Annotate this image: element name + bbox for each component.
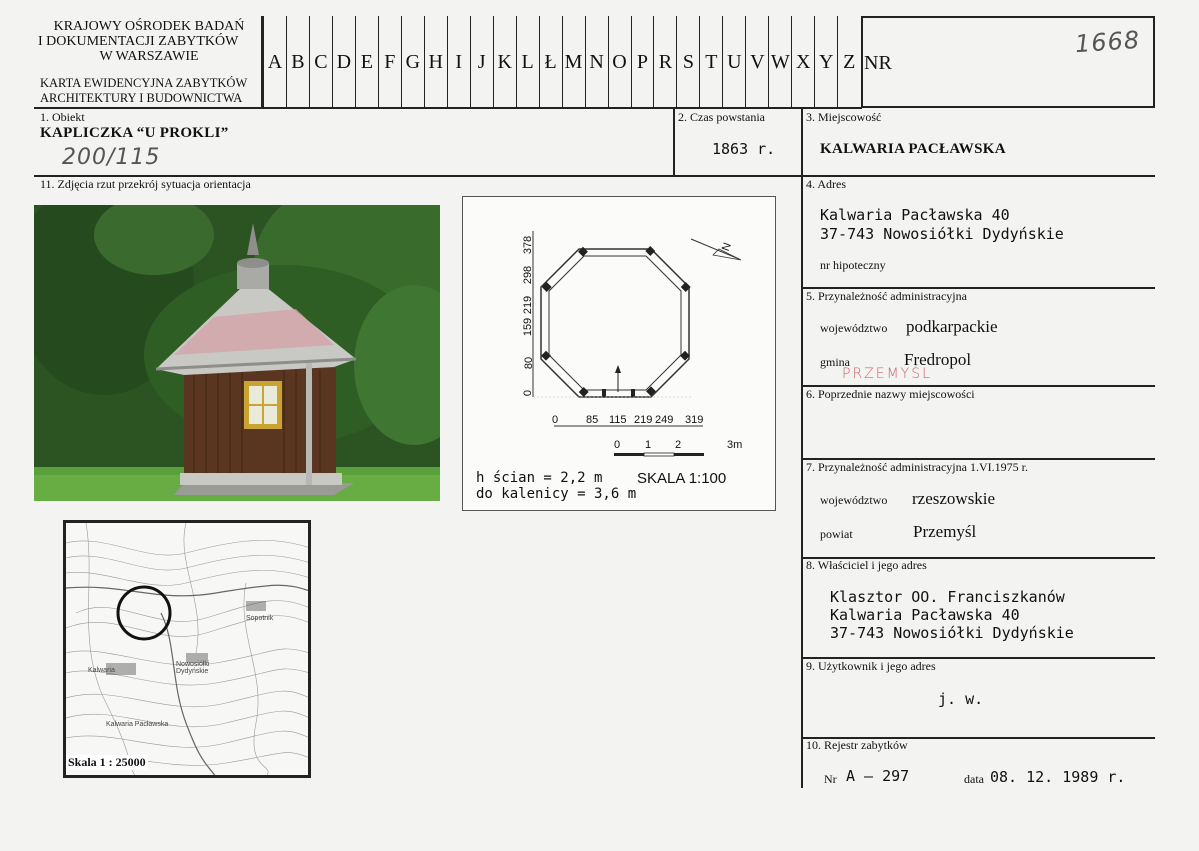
przynaleznosc-handwritten: PRZEMYŚL bbox=[842, 366, 932, 382]
plan-y-tick: 298 bbox=[522, 265, 535, 285]
plan-scale-tick: 1 bbox=[645, 439, 652, 451]
ridge-height: do kalenicy = 3,6 m bbox=[476, 486, 637, 502]
adres-line-1: Kalwaria Pacławska 40 bbox=[820, 206, 1010, 224]
alphabet-letter: Z bbox=[837, 16, 860, 108]
map-place: Nowosiółki Dydyńskie bbox=[176, 661, 210, 675]
nr-handwritten: 1668 bbox=[1074, 25, 1141, 59]
chapel-photo bbox=[34, 205, 440, 501]
card-type bbox=[40, 76, 247, 106]
rejestr-nr-label: Nr bbox=[824, 772, 837, 786]
alphabet-letter: B bbox=[286, 16, 309, 108]
map-place: Kalwaria bbox=[88, 667, 115, 674]
alphabet-letter: Ł bbox=[539, 16, 562, 108]
plan-x-tick: 249 bbox=[655, 414, 674, 426]
alphabet-letter: H bbox=[424, 16, 447, 108]
plan-y-tick: 0 bbox=[522, 389, 535, 397]
rejestr-nr-value: A – 297 bbox=[846, 767, 910, 785]
wlasciciel-label: 8. Właściciel i jego adres bbox=[806, 558, 927, 572]
obiekt-value: KAPLICZKA “U PROKLI” bbox=[40, 125, 229, 141]
alphabet-letter: N bbox=[585, 16, 608, 108]
plan-y-tick: 80 bbox=[523, 356, 536, 370]
wlasciciel-line-1: Klasztor OO. Franciszkanów bbox=[830, 588, 1065, 606]
nr-label: NR bbox=[864, 52, 892, 74]
location-map bbox=[63, 520, 311, 778]
plan-scale-label: SKALA 1:100 bbox=[637, 470, 727, 487]
alphabet-letter: R bbox=[653, 16, 676, 108]
alphabet-letter: A bbox=[263, 16, 286, 108]
alphabet-letter: T bbox=[699, 16, 722, 108]
location-map-svg bbox=[66, 523, 310, 777]
rejestr-label: 10. Rejestr zabytków bbox=[806, 738, 908, 752]
alphabet-letter: D bbox=[332, 16, 355, 108]
plan-y-tick: 378 bbox=[522, 235, 535, 255]
wlasciciel-line-2: Kalwaria Pacławska 40 bbox=[830, 606, 1020, 624]
plan-x-tick: 115 bbox=[609, 414, 627, 426]
plan-x-tick: 0 bbox=[552, 414, 559, 426]
plan-scale-tick: 0 bbox=[614, 439, 621, 451]
przynaleznosc-woj-value: podkarpackie bbox=[906, 317, 998, 336]
floor-plan bbox=[462, 196, 776, 511]
przynaleznosc-1975-label: 7. Przynależność administracyjna 1.VI.1975 r. bbox=[806, 460, 1028, 474]
czas-label: 2. Czas powstania bbox=[678, 110, 765, 124]
alphabet-letter: J bbox=[470, 16, 493, 108]
map-place: Kalwaria Pacławska bbox=[106, 721, 169, 728]
alphabet-letter: Y bbox=[814, 16, 837, 108]
poprzednie-label: 6. Poprzednie nazwy miejscowości bbox=[806, 387, 975, 401]
map-scale-label: Skala 1 : 25000 bbox=[68, 755, 146, 769]
adres-label: 4. Adres bbox=[806, 177, 846, 191]
alphabet-letter: K bbox=[493, 16, 516, 108]
przynaleznosc-gmina-label: gmina bbox=[820, 355, 850, 369]
alphabet-letter: X bbox=[791, 16, 814, 108]
plan-x-tick: 319 bbox=[685, 414, 704, 426]
uzytkownik-value: j. w. bbox=[938, 690, 984, 708]
przynaleznosc-gmina-value: Fredropol bbox=[904, 350, 972, 369]
miejscowosc-label: 3. Miejscowość bbox=[806, 110, 882, 124]
alphabet-letter: C bbox=[309, 16, 332, 108]
chapel-photo-svg bbox=[34, 205, 440, 501]
plan-x-tick: 219 bbox=[634, 414, 653, 426]
przynaleznosc-1975-powiat-value: Przemyśl bbox=[913, 522, 977, 541]
przynaleznosc-woj-label: województwo bbox=[820, 321, 888, 335]
plan-x-tick: 85 bbox=[586, 414, 599, 426]
wall-height: h ścian = 2,2 m bbox=[476, 470, 603, 486]
rejestr-data-value: 08. 12. 1989 r. bbox=[990, 768, 1126, 786]
przynaleznosc-1975-woj-label: województwo bbox=[820, 493, 888, 507]
wlasciciel-line-3: 37-743 Nowosiółki Dydyńskie bbox=[830, 624, 1074, 642]
card-type-line-1: KARTA EWIDENCYJNA ZABYTKÓW bbox=[40, 76, 248, 90]
alphabet-letter: O bbox=[608, 16, 631, 108]
obiekt-label: 1. Obiekt bbox=[40, 110, 85, 124]
alphabet-letter: E bbox=[355, 16, 378, 108]
alphabet-index bbox=[263, 16, 860, 108]
row1-divider-1 bbox=[673, 108, 675, 176]
miejscowosc-value: KALWARIA PACŁAWSKA bbox=[820, 141, 1006, 157]
alphabet-letter: S bbox=[676, 16, 699, 108]
rejestr-data-label: data bbox=[964, 772, 984, 786]
plan-posts bbox=[541, 246, 691, 397]
card-type-line-2: ARCHITEKTURY I BUDOWNICTWA bbox=[40, 91, 243, 105]
hipoteka-label: nr hipoteczny bbox=[820, 258, 886, 272]
plan-scale-tick: 2 bbox=[675, 439, 682, 451]
obiekt-handwritten: 200/115 bbox=[62, 145, 161, 170]
adres-line-2: 37-743 Nowosiółki Dydyńskie bbox=[820, 225, 1064, 243]
alphabet-letter: M bbox=[562, 16, 585, 108]
przynaleznosc-label: 5. Przynależność administracyjna bbox=[806, 289, 967, 303]
alphabet-letter: L bbox=[516, 16, 539, 108]
przynaleznosc-1975-woj-value: rzeszowskie bbox=[912, 489, 996, 508]
institution-name bbox=[38, 19, 260, 64]
plan-scale-tick: 3m bbox=[727, 439, 743, 451]
alphabet-letter: W bbox=[768, 16, 791, 108]
uzytkownik-label: 9. Użytkownik i jego adres bbox=[806, 659, 936, 673]
alphabet-letter: F bbox=[378, 16, 401, 108]
czas-value: 1863 r. bbox=[712, 140, 776, 158]
institution-line-1: KRAJOWY OŚRODEK BADAŃ bbox=[53, 19, 245, 34]
alphabet-letter: P bbox=[631, 16, 654, 108]
map-place: Sopotnik bbox=[246, 615, 274, 622]
plan-y-tick: 159 bbox=[522, 317, 535, 337]
alphabet-letter: V bbox=[745, 16, 768, 108]
zdjecia-label: 11. Zdjęcia rzut przekrój sytuacja orientacja bbox=[40, 177, 251, 191]
right-column-divider bbox=[801, 108, 803, 788]
north-label: N bbox=[719, 241, 734, 253]
plan-y-tick: 219 bbox=[522, 295, 535, 315]
alphabet-letter: G bbox=[401, 16, 424, 108]
alphabet-letter: U bbox=[722, 16, 745, 108]
alphabet-letter: I bbox=[447, 16, 470, 108]
przynaleznosc-1975-powiat-label: powiat bbox=[820, 527, 853, 541]
institution-line-3: W WARSZAWIE bbox=[99, 49, 199, 64]
institution-line-2: I DOKUMENTACJI ZABYTKÓW bbox=[38, 34, 239, 49]
